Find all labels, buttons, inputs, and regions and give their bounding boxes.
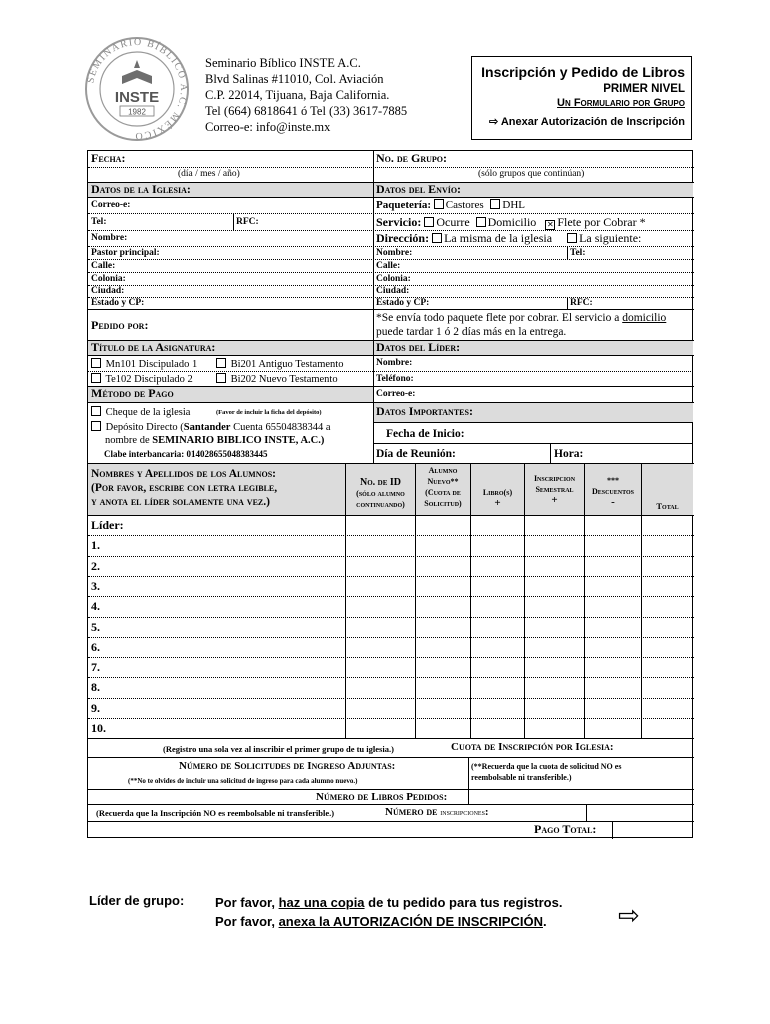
num-libros-label: Número de Libros Pedidos: — [316, 791, 448, 803]
siguiente-label: La siguiente: — [579, 231, 642, 245]
student-row-label: 9. — [91, 701, 100, 715]
bi201-checkbox[interactable] — [216, 358, 226, 368]
arrow-right-icon: ⇨ — [488, 116, 499, 128]
cheque-checkbox[interactable] — [91, 406, 101, 416]
ocurre-checkbox[interactable] — [424, 217, 434, 227]
footer-instructions: Por favor, haz una copia de tu pedido para tus registros. Por favor, anexa la AUTORIZACIÓN DE INSCRIPCIÓN. — [215, 895, 563, 929]
alumnos-heading: Nombres y Apellidos de los Alumnos: (Por favor, escribe con letra legible, y anota el líder solamente una vez.) — [91, 468, 278, 508]
envio-calle-label: Calle: — [376, 261, 401, 271]
envio-rfc-label: RFC: — [570, 298, 593, 308]
pastor-label: Pastor principal: — [91, 248, 160, 258]
iglesia-calle-label: Calle: — [91, 261, 116, 271]
datos-lider-heading: Datos del Líder: — [376, 340, 461, 354]
lider-nombre-label: Nombre: — [376, 358, 413, 368]
recuerda-note: (**Recuerda que la cuota de solicitud NO es reembolsable ni transferible.) — [471, 762, 622, 782]
grupo-label: No. de Grupo: — [376, 151, 447, 165]
col-inscripcion-header: Inscripcion Semestral + — [533, 474, 576, 506]
order-form — [87, 150, 693, 838]
col-libros-header: Libro(s) + — [482, 488, 513, 509]
clabe-interbancaria: Clabe interbancaria: 014028655048383445 — [104, 449, 268, 459]
org-address-block — [205, 55, 407, 135]
flete-label: Flete por Cobrar * — [557, 215, 646, 229]
col-descuentos-header: *** Descuentos - — [591, 476, 634, 508]
datos-importantes-heading: Datos Importantes: — [376, 404, 473, 418]
pedido-por-label: Pedido por: — [91, 318, 149, 332]
envio-estado-label: Estado y CP: — [376, 298, 430, 308]
col-id-header: No. de ID (sólo alumno continuando) — [356, 477, 405, 509]
direccion-label: Dirección: — [376, 231, 430, 245]
inste-seal-logo — [84, 36, 190, 142]
deposito-checkbox[interactable] — [91, 421, 101, 431]
recuerda-inscripcion-note: (Recuerda que la Inscripción NO es reembolsable ni transferible.) — [96, 808, 335, 818]
org-phone: Tel (664) 6818641 ó Tel (33) 3617-7885 — [205, 104, 408, 118]
hora-label: Hora: — [554, 448, 584, 460]
student-row-label: 8. — [91, 680, 100, 694]
fecha-label: Fecha: — [91, 151, 126, 165]
domicilio-checkbox[interactable] — [476, 217, 486, 227]
student-row-label: 6. — [91, 640, 100, 654]
servicio-label: Servicio: — [376, 215, 422, 229]
flete-checkbox-checked[interactable]: ✕ — [546, 220, 554, 229]
num-solicitudes-label: Número de Solicitudes de Ingreso Adjuntas: — [179, 760, 396, 772]
dhl-checkbox[interactable] — [490, 199, 500, 209]
metodo-pago-heading: Método de Pago — [91, 386, 174, 400]
pago-total-label: Pago Total: — [534, 822, 597, 836]
bi201-label: Bi201 Antiguo Testamento — [230, 359, 344, 370]
dia-reunion-label: Día de Reunión: — [376, 448, 456, 460]
fecha-inicio-label: Fecha de Inicio: — [386, 428, 465, 440]
student-row-label: 10. — [91, 721, 106, 735]
student-row-label: 3. — [91, 579, 100, 593]
num-inscripciones-label: Número de inscripciones: — [385, 806, 489, 818]
envio-tel-label: Tel: — [570, 248, 586, 258]
envio-colonia-label: Colonia: — [376, 274, 411, 284]
cuota-inscripcion-label: Cuota de Inscripción por Iglesia: — [451, 741, 614, 753]
iglesia-rfc-label: RFC: — [236, 217, 259, 227]
col-total-header: Total — [656, 501, 679, 511]
cheque-note: (Favor de incluir la ficha del depósito) — [216, 409, 322, 416]
student-row-leader-label: Líder: — [91, 518, 124, 532]
deposito-option: Depósito Directo (Santander Cuenta 65504838344 a nombre de SEMINARIO BIBLICO INSTE, A.C.) — [91, 421, 331, 447]
org-name: Seminario Bíblico INSTE A.C. — [205, 56, 361, 70]
org-address-line2: C.P. 22014, Tijuana, Baja California. — [205, 88, 390, 102]
castores-checkbox[interactable] — [434, 199, 444, 209]
iglesia-correo-label: Correo-e: — [91, 200, 131, 210]
student-row-label: 5. — [91, 620, 100, 634]
mn101-checkbox[interactable] — [91, 358, 101, 368]
paqueteria-label: Paquetería: — [376, 199, 431, 211]
envio-ciudad-label: Ciudad: — [376, 286, 410, 296]
col-nuevo-header: Alumno Nuevo** (Cuota de Solicitud) — [424, 466, 462, 508]
registro-note: (Registro una sola vez al inscribir el primer grupo de tu iglesia.) — [163, 744, 394, 754]
student-row-label: 2. — [91, 559, 100, 573]
solicitudes-note: (**No te olvides de incluir una solicitud de ingreso para cada alumno nuevo.) — [128, 777, 358, 785]
flete-note: *Se envía todo paquete flete por cobrar. El servicio a domicilio puede tardar 1 ó 2 días más en la entrega. — [376, 312, 667, 338]
student-row-label: 7. — [91, 660, 100, 674]
form-title-box — [471, 56, 692, 140]
iglesia-colonia-label: Colonia: — [91, 274, 126, 284]
ocurre-label: Ocurre — [436, 215, 470, 229]
misma-checkbox[interactable] — [432, 233, 442, 243]
seal-ring-text: SEMINARIO BÍBLICO A.C. MÉXICO — [85, 36, 190, 142]
fecha-hint: (día / mes / año) — [178, 169, 240, 179]
iglesia-tel-label: Tel: — [91, 217, 107, 227]
attach-authorization-note: Anexar Autorización de Inscripción — [500, 116, 685, 128]
domicilio-label: Domicilio — [487, 215, 537, 229]
dhl-label: DHL — [502, 199, 525, 211]
cheque-label: Cheque de la iglesia — [105, 407, 191, 418]
envio-nombre-label: Nombre: — [376, 248, 413, 258]
bi202-checkbox[interactable] — [216, 373, 226, 383]
student-row-label: 1. — [91, 538, 100, 552]
mn101-label: Mn101 Discipulado 1 — [105, 359, 198, 370]
iglesia-nombre-label: Nombre: — [91, 233, 128, 243]
lider-correo-label: Correo-e: — [376, 389, 416, 399]
footer-arrow-icon: ⇨ — [618, 901, 640, 930]
grupo-hint: (sólo grupos que continúan) — [478, 169, 585, 179]
iglesia-estado-label: Estado y CP: — [91, 298, 145, 308]
iglesia-ciudad-label: Ciudad: — [91, 286, 125, 296]
seal-year: 1982 — [128, 107, 146, 117]
lider-telefono-label: Teléfono: — [376, 374, 414, 384]
misma-label: La misma de la iglesia — [444, 231, 553, 245]
te102-checkbox[interactable] — [91, 373, 101, 383]
bi202-label: Bi202 Nuevo Testamento — [230, 374, 338, 385]
form-subtitle: Un Formulario por Grupo — [557, 97, 685, 109]
titulo-asignatura-heading: Título de la Asignatura: — [91, 340, 216, 354]
castores-label: Castores — [445, 199, 484, 211]
seal-name: INSTE — [114, 89, 160, 106]
org-email: Correo-e: info@inste.mx — [205, 120, 331, 134]
org-address-line1: Blvd Salinas #11010, Col. Aviación — [205, 72, 384, 86]
siguiente-checkbox[interactable] — [567, 233, 577, 243]
datos-iglesia-heading: Datos de la Iglesia: — [91, 182, 191, 196]
datos-envio-heading: Datos del Envío: — [376, 182, 462, 196]
te102-label: Te102 Discipulado 2 — [105, 374, 193, 385]
form-level: PRIMER NIVEL — [603, 83, 685, 95]
student-row-label: 4. — [91, 599, 100, 613]
form-title: Inscripción y Pedido de Libros — [481, 64, 685, 80]
footer-lider-label: Líder de grupo: — [89, 893, 185, 908]
